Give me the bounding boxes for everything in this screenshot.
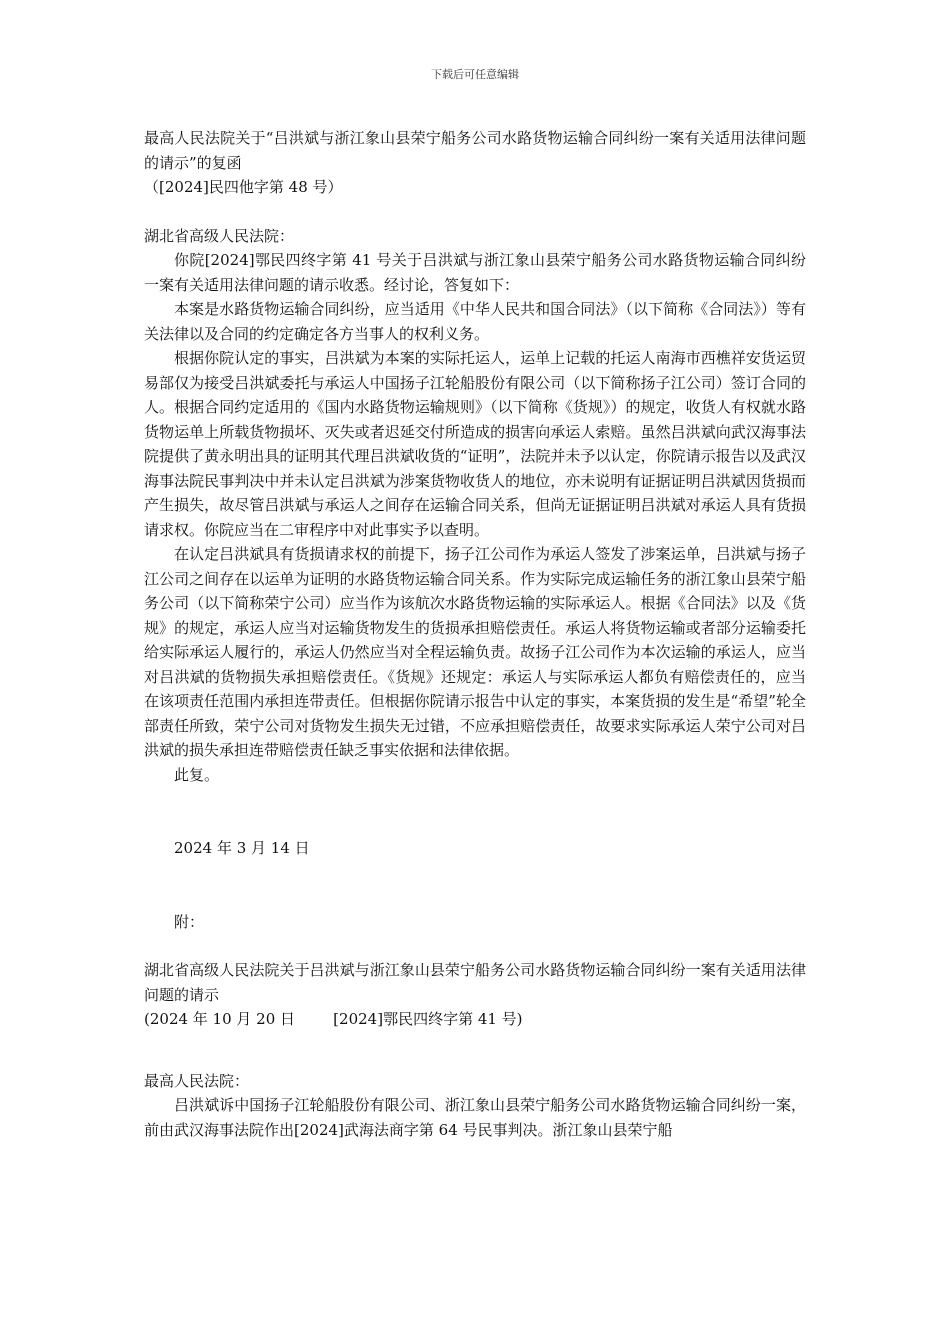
spacer bbox=[144, 200, 806, 224]
reply-paragraph: 根据你院认定的事实，吕洪斌为本案的实际托运人，运单上记载的托运人南海市西樵祥安货运贸易部仅为接受吕洪斌委托与承运人中国扬子江轮船股份有限公司（以下简称扬子江公司）签订合同的人。根据合同约定适用的《国内水路货物运输规则》（以下简称《货规》）的规定，收货人有权就水路货物运单上所载货物损坏、灭失或者迟延交付所造成的损害向承运人索赔。虽然吕洪斌向武汉海事法院提供了黄永明出具的证明其代理吕洪斌收货的“证明”，法院并未予以认定，你院请示报告以及武汉海事法院民事判决中并未认定吕洪斌为涉案货物收货人的地位，亦未说明有证据证明吕洪斌因货损而产生损失，故尽管吕洪斌与承运人之间存在运输合同关系，但尚无证据证明吕洪斌对承运人具有货损请求权。你院应当在二审程序中对此事实予以查明。 bbox=[144, 349, 806, 539]
reply-paragraph: 本案是水路货物运输合同纠纷，应当适用《中华人民共和国合同法》（以下简称《合同法》）等有关法律以及合同的约定确定各方当事人的权利义务。 bbox=[144, 300, 806, 343]
request-date-and-number: (2024 年 10 月 20 日 [2024]鄂民四终字第 41 号) bbox=[144, 1010, 523, 1028]
reply-date: 2024 年 3 月 14 日 bbox=[174, 839, 310, 857]
document-body bbox=[144, 126, 806, 1142]
request-title: 湖北省高级人民法院关于吕洪斌与浙江象山县荣宁船务公司水路货物运输合同纠纷一案有关适用法律问题的请示 bbox=[144, 961, 806, 1004]
attachment-label: 附： bbox=[174, 912, 205, 931]
spacer bbox=[144, 1032, 806, 1069]
spacer bbox=[144, 934, 806, 958]
request-addressee: 最高人民法院： bbox=[144, 1071, 250, 1090]
header-note: 下载后可任意编辑 bbox=[431, 68, 519, 81]
reply-closing: 此复。 bbox=[174, 765, 220, 784]
request-paragraph: 吕洪斌诉中国扬子江轮船股份有限公司、浙江象山县荣宁船务公司水路货物运输合同纠纷一案，前由武汉海事法院作出[2024]武海法商字第 64 号民事判决。浙江象山县荣宁船 bbox=[144, 1096, 806, 1139]
reply-title: 最高人民法院关于“吕洪斌与浙江象山县荣宁船务公司水路货物运输合同纠纷一案有关适用法律问题的请示”的复函 bbox=[144, 129, 806, 172]
spacer bbox=[144, 787, 806, 836]
reply-addressee: 湖北省高级人民法院： bbox=[144, 226, 295, 245]
spacer bbox=[144, 861, 806, 910]
reply-paragraph: 你院[2024]鄂民四终字第 41 号关于吕洪斌与浙江象山县荣宁船务公司水路货物运输合同纠纷一案有关适用法律问题的请示收悉。经讨论，答复如下： bbox=[144, 251, 806, 294]
reply-doc-number: （[2024]民四他字第 48 号） bbox=[144, 178, 343, 196]
reply-paragraph: 在认定吕洪斌具有货损请求权的前提下，扬子江公司作为承运人签发了涉案运单，吕洪斌与扬子江公司之间存在以运单为证明的水路货物运输合同关系。作为实际完成运输任务的浙江象山县荣宁船务公司（以下简称荣宁公司）应当作为该航次水路货物运输的实际承运人。根据《合同法》以及《货规》的规定，承运人应当对运输货物发生的货损承担赔偿责任。承运人将货物运输或者部分运输委托给实际承运人履行的，承运人仍然应当对全程运输负责。故扬子江公司作为本次运输的承运人，应当对吕洪斌的货物损失承担赔偿责任。《货规》还规定：承运人与实际承运人都负有赔偿责任的，应当在该项责任范围内承担连带责任。但根据你院请示报告中认定的事实，本案货损的发生是“希望”轮全部责任所致，荣宁公司对货物发生损失无过错，不应承担赔偿责任，故要求实际承运人荣宁公司对吕洪斌的损失承担连带赔偿责任缺乏事实依据和法律依据。 bbox=[144, 545, 806, 759]
